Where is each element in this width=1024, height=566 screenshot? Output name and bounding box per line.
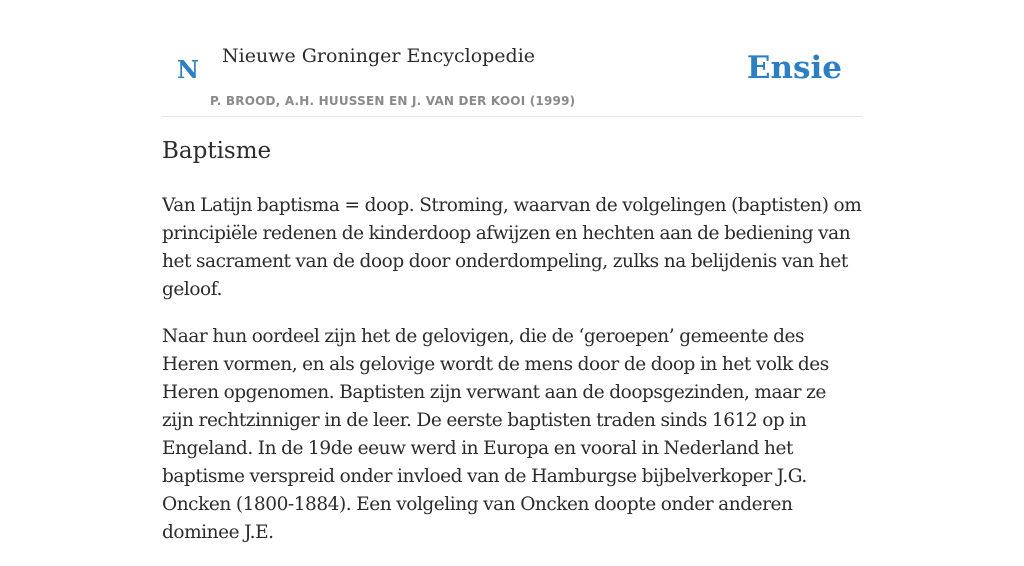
entry-title: Baptisme <box>162 138 272 164</box>
source-header <box>162 0 862 117</box>
page <box>162 0 862 543</box>
ensie-logo-link[interactable]: Ensie <box>746 50 842 86</box>
source-title[interactable]: Nieuwe Groninger Encyclopedie <box>222 45 536 67</box>
entry-paragraph: Van Latijn baptisma = doop. Stroming, waarvan de volgelingen (baptisten) om principiële redenen de kinderdoop afwijzen en hechten aan de bediening van het sacrament van de doop door onderdompeling, zulks na belijdenis van het geloof. <box>162 195 862 300</box>
entry-body <box>162 192 862 566</box>
source-authors: P. BROOD, A.H. HUUSSEN EN J. VAN DER KOOI (1999) <box>210 94 576 108</box>
source-logo[interactable]: N <box>177 55 199 84</box>
entry-paragraph: Naar hun oordeel zijn het de gelovigen, die de ‘geroepen’ gemeente des Heren vormen, en als gelovige wordt de mens door de doop in het volk des Heren opgenomen. Baptisten zijn verwant aan de doopsgezinden, maar ze zijn rechtzinniger in de leer. De eerste baptisten traden sinds 1612 op in Engeland. In de 19de eeuw werd in Europa en vooral in Nederland het baptisme verspreid onder invloed van de Hamburgse bijbelverkoper J.G. Oncken (1800-1884). Een volgeling van Oncken doopte onder anderen dominee J.E. <box>162 326 829 543</box>
